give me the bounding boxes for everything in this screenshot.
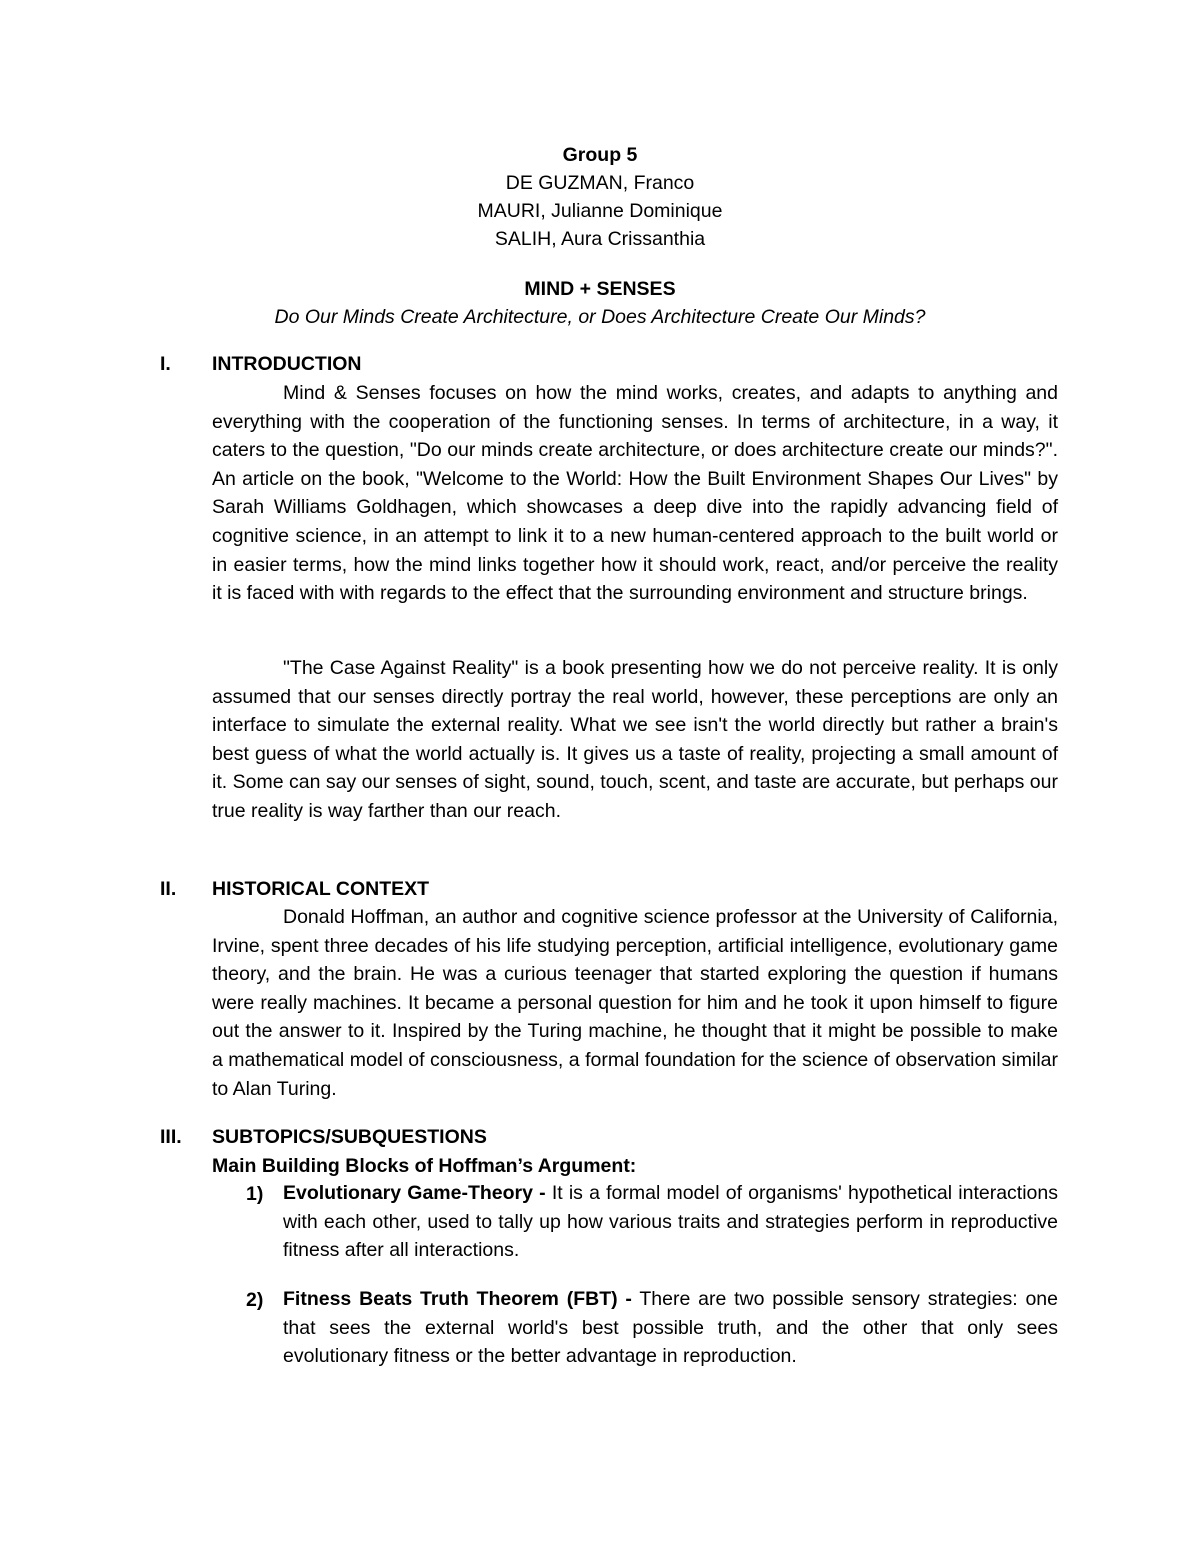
document-subtitle: Do Our Minds Create Architecture, or Does Architecture Create Our Minds? <box>274 306 926 328</box>
group-title: Group 5 <box>562 144 638 166</box>
paragraph-text: Mind & Senses focuses on how the mind works, creates, and adapts to anything and everything with the cooperation of the functioning senses. In terms of architecture, in a way, it caters to the question, "Do our minds create architecture, or does architecture create our minds?". An article on the book, "Welcome to the World: How the Built Environment Shapes Our Lives" by Sarah Williams Goldhagen, which showcases a deep dive into the rapidly advancing field of cognitive science, in an attempt to link it to a new human-centered approach to the built world or in easier terms, how the mind links together how it should work, react, and/or perceive the reality it is faced with with regards to the effect that the surrounding environment and structure brings. <box>212 382 1058 605</box>
member-name: MAURI, Julianne Dominique <box>477 200 723 222</box>
list-item-text: There are two possible sensory strategies: one that sees the external world's best possible truth, and the other that only sees evolutionary fitness or the better advantage in reproduction. <box>283 1288 1058 1368</box>
section-number: II. <box>160 878 177 900</box>
document-title: MIND + SENSES <box>524 278 676 300</box>
history-paragraph <box>212 903 1058 1103</box>
list-item <box>283 1285 1058 1371</box>
list-item <box>283 1179 1058 1265</box>
paragraph-text: "The Case Against Reality" is a book presenting how we do not perceive reality. It is only assumed that our senses directly portray the real world, however, these perceptions are only an interface to simulate the external reality. What we see isn't the world directly but rather a brain's best guess of what the world actually is. It gives us a taste of reality, projecting a small amount of it. Some can say our senses of sight, sound, touch, scent, and taste are accurate, but perhaps our true reality is way farther than our reach. <box>212 657 1058 822</box>
member-name: SALIH, Aura Crissanthia <box>494 228 706 250</box>
paragraph-text: Donald Hoffman, an author and cognitive science professor at the University of California, Irvine, spent three decades of his life studying perception, artificial intelligence, evolutionary game theory, and the brain. He was a curious teenager that started exploring the question if humans were really machines. It became a personal question for him and he took it upon himself to figure out the answer to it. Inspired by the Turing machine, he thought that it might be possible to make a mathematical model of consciousness, a formal foundation for the science of observation similar to Alan Turing. <box>212 906 1058 1100</box>
member-name: DE GUZMAN, Franco <box>505 172 695 194</box>
list-item-term: Fitness Beats Truth Theorem (FBT) - <box>283 1288 632 1310</box>
section-heading-introduction: INTRODUCTION <box>212 353 362 375</box>
list-item-term: Evolutionary Game-Theory - <box>283 1182 546 1204</box>
list-item-number: 2) <box>246 1289 264 1311</box>
list-item-number: 1) <box>246 1183 264 1205</box>
section-number: I. <box>160 353 171 375</box>
intro-paragraph-2 <box>212 654 1058 826</box>
intro-paragraph-1 <box>212 379 1058 608</box>
list-item-text: It is a formal model of organisms' hypothetical interactions with each other, used to tally up how various traits and strategies perform in reproductive fitness after all interactions. <box>283 1182 1058 1262</box>
subheading-building-blocks: Main Building Blocks of Hoffman’s Argument: <box>212 1155 637 1177</box>
section-heading-subtopics: SUBTOPICS/SUBQUESTIONS <box>212 1126 487 1148</box>
section-number: III. <box>160 1126 182 1148</box>
section-heading-historical-context: HISTORICAL CONTEXT <box>212 878 430 900</box>
